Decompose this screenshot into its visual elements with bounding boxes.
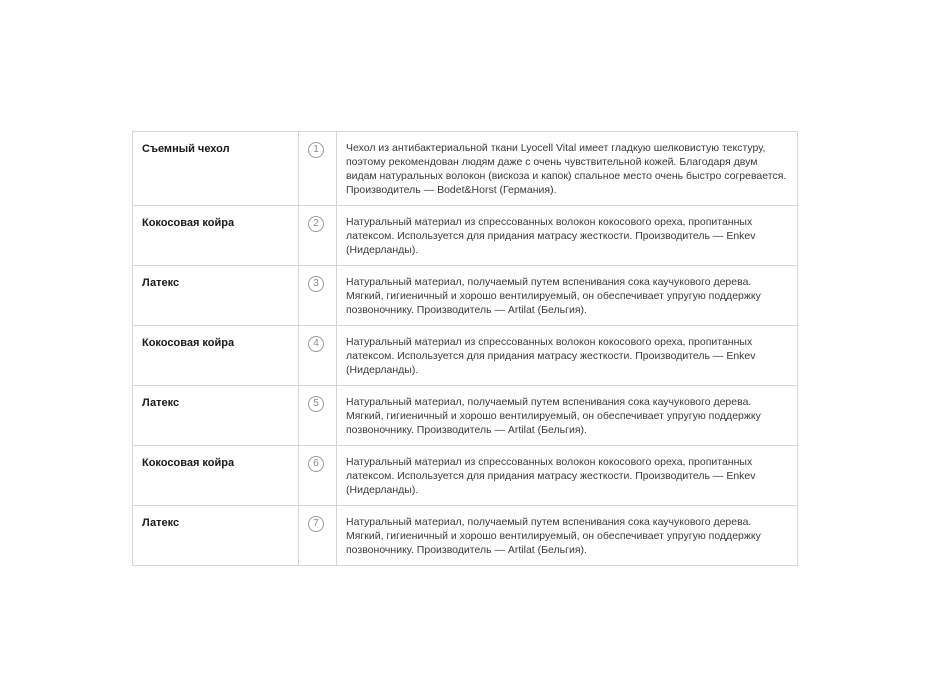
layer-name: Кокосовая койра — [142, 457, 235, 469]
layer-description: Чехол из антибактериальной ткани Lyocell Vital имеет гладкую шелковистую текстуру, поэтому рекомендован людям даже с очень чувствительной кожей. Благодаря двум видам натуральных волокон (вискоза и капок) спальное место очень быстро согревается. Производитель — Bodet&Horst (Германия). — [346, 142, 787, 196]
layer-description: Натуральный материал, получаемый путем вспенивания сока каучукового дерева. Мягкий, гигиеничный и хорошо вентилируемый, он обеспечивает упругую поддержку позвоночнику. Производитель — Artilat (Бельгия). — [346, 516, 761, 556]
table-row — [133, 266, 798, 326]
mattress-layers-table — [132, 131, 798, 566]
layer-number-cell — [299, 206, 337, 266]
layer-description: Натуральный материал из спрессованных волокон кокосового ореха, пропитанных латексом. Используется для придания матрасу жесткости. Производитель — Enkev (Нидерланды). — [346, 336, 756, 376]
layer-description-cell — [337, 132, 798, 206]
layer-description: Натуральный материал, получаемый путем вспенивания сока каучукового дерева. Мягкий, гигиеничный и хорошо вентилируемый, он обеспечивает упругую поддержку позвоночнику. Производитель — Artilat (Бельгия). — [346, 276, 761, 316]
table-row — [133, 326, 798, 386]
layer-name: Кокосовая койра — [142, 337, 235, 349]
layer-number-badge: 3 — [308, 276, 324, 292]
layer-description: Натуральный материал, получаемый путем вспенивания сока каучукового дерева. Мягкий, гигиеничный и хорошо вентилируемый, он обеспечивает упругую поддержку позвоночнику. Производитель — Artilat (Бельгия). — [346, 396, 761, 436]
layer-name-cell — [133, 206, 299, 266]
layer-description: Натуральный материал из спрессованных волокон кокосового ореха, пропитанных латексом. Используется для придания матрасу жесткости. Производитель — Enkev (Нидерланды). — [346, 216, 756, 256]
table-row — [133, 386, 798, 446]
layer-name: Латекс — [142, 517, 180, 529]
table-row — [133, 506, 798, 566]
layer-description-cell — [337, 266, 798, 326]
layer-name: Латекс — [142, 277, 180, 289]
layer-description-cell — [337, 446, 798, 506]
table-row — [133, 446, 798, 506]
layer-number-badge: 6 — [308, 456, 324, 472]
layer-number-cell — [299, 386, 337, 446]
layer-description-cell — [337, 506, 798, 566]
layer-number-badge: 1 — [308, 142, 324, 158]
layer-name: Латекс — [142, 397, 180, 409]
layer-name: Кокосовая койра — [142, 217, 235, 229]
layer-name-cell — [133, 386, 299, 446]
layer-number-badge: 4 — [308, 336, 324, 352]
table-row — [133, 132, 798, 206]
layer-description-cell — [337, 206, 798, 266]
layer-number-cell — [299, 446, 337, 506]
layer-name-cell — [133, 446, 299, 506]
layer-name-cell — [133, 506, 299, 566]
layer-name-cell — [133, 132, 299, 206]
layer-number-cell — [299, 506, 337, 566]
layer-number-badge: 2 — [308, 216, 324, 232]
layer-number-cell — [299, 132, 337, 206]
layer-number-cell — [299, 326, 337, 386]
layer-number-badge: 5 — [308, 396, 324, 412]
layer-description-cell — [337, 386, 798, 446]
layer-name: Съемный чехол — [142, 143, 230, 155]
layer-number-cell — [299, 266, 337, 326]
layer-number-badge: 7 — [308, 516, 324, 532]
layer-name-cell — [133, 326, 299, 386]
layer-description-cell — [337, 326, 798, 386]
layer-name-cell — [133, 266, 299, 326]
table-row — [133, 206, 798, 266]
layer-description: Натуральный материал из спрессованных волокон кокосового ореха, пропитанных латексом. Используется для придания матрасу жесткости. Производитель — Enkev (Нидерланды). — [346, 456, 756, 496]
